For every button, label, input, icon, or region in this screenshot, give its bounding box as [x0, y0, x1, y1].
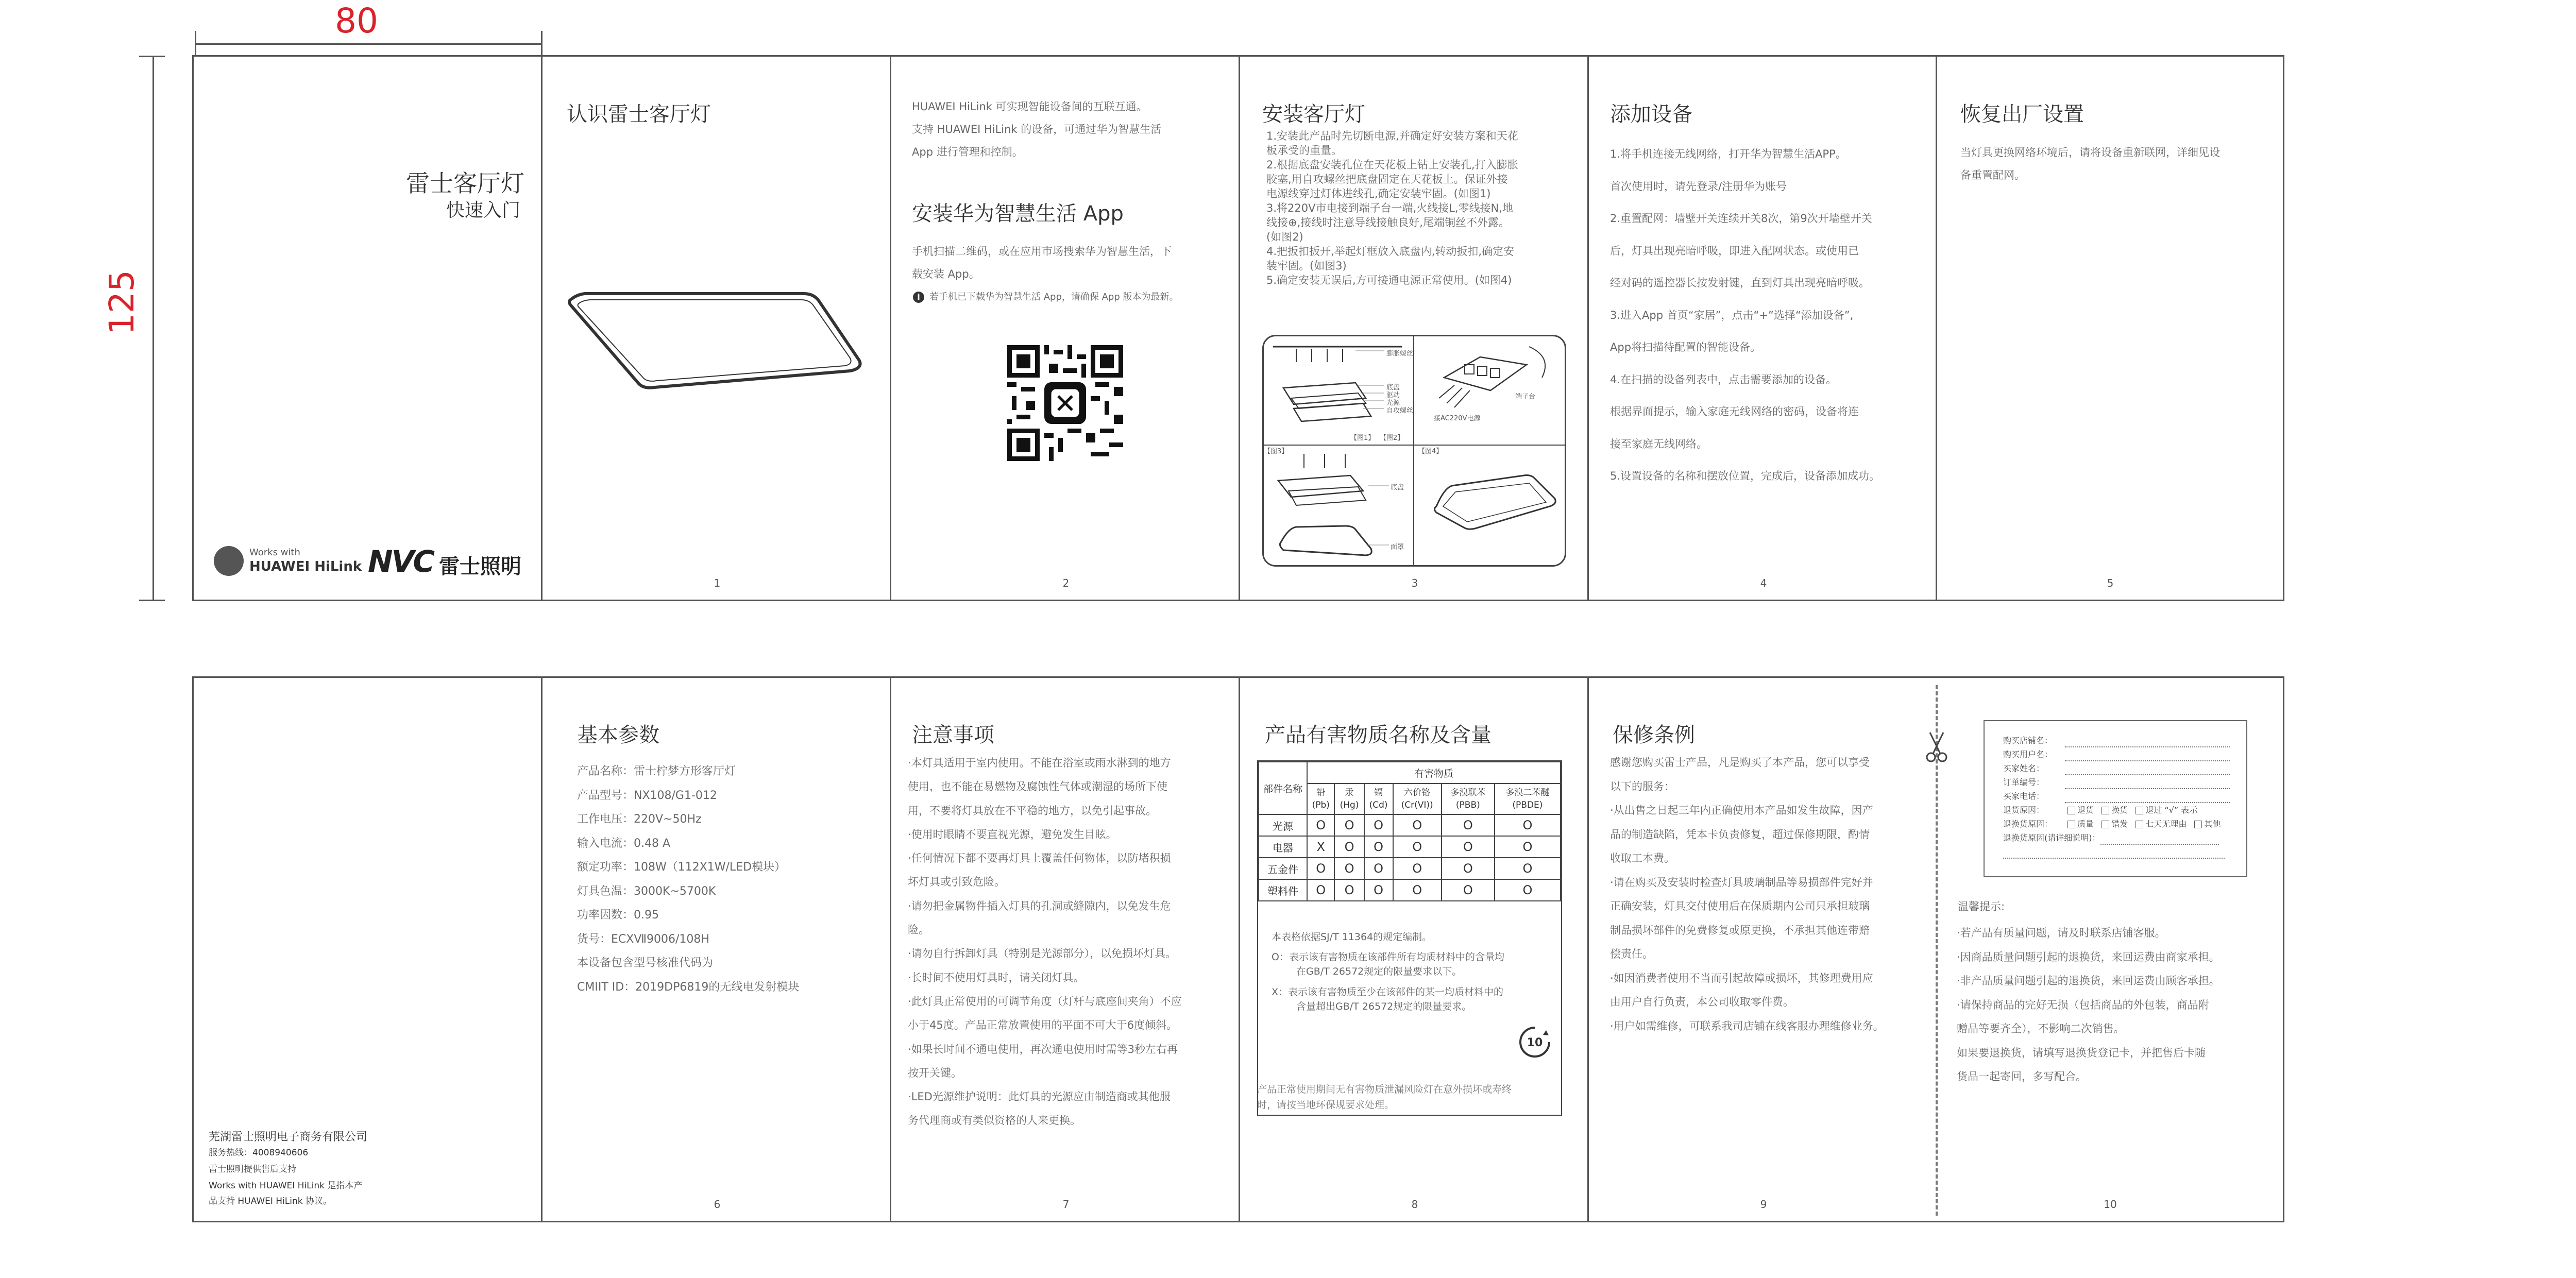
tips-list [1957, 921, 2220, 1089]
cover-subtitle: 快速入门 [446, 200, 521, 221]
add-device-line: 1.将手机连接无线网络，打开华为智慧生活APP。 [1610, 148, 1846, 160]
mark-checkbox[interactable] [2136, 807, 2143, 814]
hazard-column-header: 多溴联苯 (PBB) [1442, 783, 1495, 814]
after-sales-support: 雷士照明提供售后支持 [209, 1164, 296, 1174]
height-label: 125 [102, 270, 142, 335]
label-self-tap-screw: 自攻螺丝 [1386, 407, 1414, 415]
works-with-statement-1: Works with HUAWEI HiLink 是指本产 [209, 1181, 363, 1191]
label-base: 底盘 [1386, 384, 1400, 391]
install-step: 装牢固。(如图3) [1266, 260, 1347, 272]
page-number: 7 [1062, 1198, 1070, 1211]
hazard-header: 有害物质 [1307, 762, 1561, 783]
fold-line [890, 676, 891, 1222]
reason-option: 退过 “√” 表示 [2145, 805, 2198, 815]
eco-period-icon [1519, 1026, 1551, 1058]
hazard-cell: O [1334, 879, 1364, 901]
return-checkbox[interactable] [2067, 807, 2075, 814]
note-line: ·请勿自行拆卸灯具（特别是光源部分），以免损坏灯具。 [908, 947, 1177, 960]
hazard-cell: O [1442, 814, 1495, 836]
reason-label: 退货原因： [2003, 805, 2045, 815]
cut-line [1936, 685, 1938, 1216]
add-device-line: 接至家庭无线网络。 [1610, 437, 1707, 450]
warranty-line: ·用户如需维修，可联系我司店铺在线客服办理维修业务。 [1610, 1019, 1884, 1032]
o-note-line: O：表示该有害物质在该部件所有均质材料中的含量均 [1272, 951, 1504, 963]
form-label: 购买用户名： [2003, 749, 2053, 759]
detail-row[interactable] [2003, 831, 2230, 845]
o-note-line: 在GB/T 26572规定的限量要求以下。 [1296, 966, 1462, 977]
page-number: 2 [1062, 577, 1070, 589]
install-title: 安装客厅灯 [1262, 103, 1365, 126]
note-line: ·请勿把金属物件插入灯具的孔洞或缝隙内，以免发生危 [908, 899, 1171, 912]
exchange-row [2003, 817, 2230, 831]
width-tick-left [195, 31, 196, 57]
hazard-row [1259, 858, 1561, 879]
fold-line [1587, 676, 1589, 1222]
note-line: ·使用时眼睛不要直视光源，避免发生目眩。 [908, 828, 1117, 841]
spec-line: 本设备包含型号核准代码为 [577, 957, 714, 969]
install-step: 3.将220V市电接到端子台一端,火线接L,零线接N,地 [1266, 202, 1513, 214]
note-line: ·如果长时间不通电使用，再次通电使用时需等3秒左右再 [908, 1043, 1178, 1055]
add-device-line: 根据界面提示，输入家庭无线网络的密码，设备将连 [1610, 405, 1859, 418]
warranty-line: 品的制造缺陷，凭本卡负责修复，超过保修期限，酌情 [1610, 828, 1870, 841]
label-driver: 驱动 [1386, 391, 1400, 399]
fig2-diagram [1423, 342, 1557, 439]
install-step: 线接⊕,接线时注意导线接触良好,尾端铜丝不外露。 [1266, 216, 1510, 229]
install-step: 胶塞,用自攻螺丝把底盘固定在天花板上。保证外接 [1266, 173, 1508, 185]
hazard-footer-line: 产品正常使用期间无有害物质泄漏风险灯在意外损坏或寿终 [1257, 1084, 1512, 1095]
form-row[interactable] [2003, 747, 2230, 761]
form-label: 买家姓名： [2003, 763, 2045, 773]
hazard-footer [1257, 1082, 1512, 1113]
hazard-cell: O [1442, 879, 1495, 901]
fold-line [541, 55, 543, 601]
quality-checkbox[interactable] [2067, 821, 2075, 828]
tip-line: ·因商品质量问题引起的退换货，来回运费由商家承担。 [1957, 950, 2220, 963]
hazard-row [1259, 814, 1561, 836]
company-name: 芜湖雷士照明电子商务有限公司 [209, 1131, 368, 1144]
warranty-title: 保修条例 [1613, 723, 1695, 747]
page-number: 9 [1760, 1198, 1767, 1211]
page-number: 1 [714, 577, 721, 589]
page-number: 5 [2107, 577, 2114, 589]
factory-reset-title: 恢复出厂设置 [1960, 103, 2084, 126]
diagram-divider-h [1264, 445, 1565, 446]
hazard-row [1259, 879, 1561, 901]
note-line: ·任何情况下都不要再灯具上覆盖任何物体，以防堵积损 [908, 852, 1171, 865]
hazard-footer-line: 时，请按当地环保规要求处理。 [1257, 1099, 1395, 1111]
label-light-source: 光源 [1386, 399, 1400, 407]
note-line: 按开关键。 [908, 1066, 962, 1079]
add-device-line: App将扫描待配置的智能设备。 [1610, 341, 1761, 353]
warranty-line: 收取工本费。 [1610, 852, 1675, 864]
part-name-cell: 电器 [1259, 836, 1307, 858]
note-line: ·本灯具适用于室内使用。不能在浴室或雨水淋到的地方 [908, 757, 1171, 769]
hilink-intro-line: HUAWEI HiLink 可实现智能设备间的互联互通。 [912, 100, 1147, 113]
hazard-row [1259, 836, 1561, 858]
width-dimension-line [195, 43, 541, 45]
scissors-icon [1926, 730, 1947, 763]
part-name-cell: 塑料件 [1259, 879, 1307, 901]
tip-line: 如果要退换货，请填写退换货登记卡，并把售后卡随 [1957, 1046, 2206, 1059]
form-row[interactable] [2003, 775, 2230, 789]
part-header: 部件名称 [1259, 762, 1307, 814]
width-tick-right [541, 31, 543, 57]
tip-line: ·请保持商品的完好无损（包括商品的外包装，商品附 [1957, 998, 2209, 1011]
exchange-option: 七天无理由 [2145, 819, 2187, 829]
works-with-hilink: HUAWEI HiLink [249, 559, 362, 574]
notes-title: 注意事项 [912, 723, 994, 747]
note-line: 使用，也不能在易燃物及腐蚀性气体或潮湿的场所下使 [908, 780, 1167, 793]
hazard-cell: O [1307, 879, 1334, 901]
note-line: 坏灯具或引致危险。 [908, 876, 1005, 889]
exchange-checkbox[interactable] [2102, 807, 2109, 814]
form-label: 订单编号： [2003, 777, 2045, 787]
page-number: 6 [714, 1198, 721, 1211]
fold-line [1239, 55, 1240, 601]
add-device-line: 4.在扫描的设备列表中，点击需要添加的设备。 [1610, 373, 1837, 386]
hazard-basis: 本表格依据SJ/T 11364的规定编制。 [1272, 931, 1432, 943]
hazard-column-header: 铅 (Pb) [1307, 783, 1334, 814]
add-device-title: 添加设备 [1610, 103, 1692, 126]
fig4-diagram [1429, 470, 1563, 532]
page-number: 10 [2104, 1198, 2117, 1211]
hazard-cell: O [1364, 836, 1393, 858]
install-step: 2.根据底盘安装孔位在天花板上钻上安装孔,打入膨胀 [1266, 159, 1518, 171]
hazard-cell: O [1495, 814, 1561, 836]
warranty-list [1610, 751, 1884, 1038]
app-install-title: 安装华为智慧生活 App [912, 202, 1124, 226]
works-with-statement-2: 品支持 HUAWEI HiLink 协议。 [209, 1196, 332, 1206]
reason-row [2003, 803, 2230, 817]
tip-line: 货品一起寄回，多写配合。 [1957, 1070, 2087, 1083]
tip-line: ·非产品质量问题引起的退换货，来回运费由顾客承担。 [1957, 975, 2220, 987]
form-row[interactable] [2003, 789, 2230, 803]
add-device-steps [1610, 138, 1880, 492]
page-number: 3 [1411, 577, 1418, 589]
specs-list [577, 760, 799, 999]
add-device-line: 首次使用时，请先登录/注册华为账号 [1610, 180, 1787, 193]
add-device-line: 5.设置设备的名称和摆放位置，完成后，设备添加成功。 [1610, 470, 1880, 482]
works-with-small: Works with [249, 547, 300, 558]
hilink-intro-line: 支持 HUAWEI HiLink 的设备，可通过华为智慧生活 [912, 123, 1162, 135]
height-tick-top [139, 56, 165, 57]
detail-label: 退换货原因(请详细说明)： [2003, 833, 2100, 843]
hazard-cell: O [1307, 814, 1334, 836]
hazard-cell: O [1393, 836, 1442, 858]
hilink-intro-line: App 进行管理和控制。 [912, 146, 1023, 158]
add-device-line: 后，灯具出现亮暗呼吸，即进入配网状态。或使用已 [1610, 244, 1859, 257]
hazard-cell: O [1364, 814, 1393, 836]
info-icon: i [913, 292, 924, 303]
hazard-table [1258, 761, 1561, 901]
tip-line: ·若产品有质量问题，请及时联系店铺客服。 [1957, 927, 2166, 939]
app-version-note: 若手机已下载华为智慧生活 App，请确保 App 版本为最新。 [929, 292, 1179, 302]
install-step: 4.把扳扣扳开,举起灯框放入底盘内,转动扳扣,确定安 [1266, 245, 1515, 258]
hazard-cell: X [1307, 836, 1334, 858]
hilink-icon [214, 546, 244, 576]
warranty-line: 偿责任。 [1610, 948, 1653, 960]
hazard-column-header: 六价铬 (Cr(VI)) [1393, 783, 1442, 814]
add-device-line: 经对码的遥控器长按发射键，直到灯具出现亮暗呼吸。 [1610, 277, 1870, 289]
other-checkbox[interactable] [2194, 821, 2202, 828]
hazard-column-header: 镉 (Cd) [1364, 783, 1393, 814]
x-note-line: 含量超出GB/T 26572规定的限量要求。 [1296, 1001, 1472, 1012]
part-name-cell: 五金件 [1259, 858, 1307, 879]
install-step: 板承受的重量。 [1266, 144, 1342, 157]
hazard-cell: O [1334, 836, 1364, 858]
install-steps [1266, 129, 1518, 287]
hazard-cell: O [1442, 836, 1495, 858]
label-fig2: 【图2】 [1380, 434, 1404, 442]
factory-reset-line: 备重置配网。 [1960, 169, 2025, 181]
label-cover: 面罩 [1391, 543, 1404, 551]
tips-title: 温馨提示: [1958, 900, 2005, 913]
warranty-line: ·从出售之日起三年内正确使用本产品如发生故障，因产 [1610, 804, 1873, 816]
spec-line: 产品名称：雷士柠梦方形客厅灯 [577, 765, 736, 778]
hazard-column-header: 多溴二苯醚 (PBDE) [1495, 783, 1561, 814]
nvc-logo: NVC [368, 544, 433, 579]
spec-line: 产品型号：NX108/G1-012 [577, 789, 717, 802]
spec-line: 输入电流：0.48 A [577, 837, 671, 850]
spec-line: 功率因数：0.95 [577, 909, 659, 922]
detail-blank-line[interactable] [2003, 845, 2230, 859]
hazard-cell: O [1307, 858, 1334, 879]
install-step: 电源线穿过灯体进线孔,确定安装牢固。(如图1) [1266, 188, 1491, 200]
qr-code-icon [1007, 345, 1123, 461]
x-note-line: X：表示该有害物质至少在该部件的某一均质材料中的 [1272, 986, 1504, 998]
reason-option: 换货 [2111, 805, 2128, 815]
warranty-line: ·如因消费者使用不当而引起故障或损坏，其修理费用应 [1610, 972, 1873, 984]
page-number: 8 [1411, 1198, 1418, 1211]
brand-name: 雷士照明 [439, 555, 521, 578]
label-terminal: 端子台 [1515, 393, 1536, 401]
reason-option: 退货 [2077, 805, 2094, 815]
spec-line: 额定功率：108W（112X1W/LED模块） [577, 861, 786, 874]
hazard-cell: O [1393, 814, 1442, 836]
exchange-label: 退换货原因： [2003, 819, 2053, 829]
exchange-option: 其他 [2204, 819, 2221, 829]
spec-line: 灯具色温：3000K~5700K [577, 884, 716, 898]
height-tick-bottom [139, 600, 165, 601]
hazard-cell: O [1393, 858, 1442, 879]
return-form [2003, 734, 2230, 859]
page-title: 认识雷士客厅灯 [567, 103, 711, 126]
app-install-line: 手机扫描二维码，或在应用市场搜索华为智慧生活，下 [912, 245, 1172, 258]
hazard-cell: O [1393, 879, 1442, 901]
factory-reset-text [1960, 141, 2220, 186]
label-expansion-screw: 膨胀螺丝 [1386, 350, 1414, 357]
fold-line [1239, 676, 1240, 1222]
note-line: ·长时间不使用灯具时，请关闭灯具。 [908, 971, 1084, 984]
install-step: (如图2) [1266, 231, 1303, 243]
wrong-item-checkbox[interactable] [2102, 821, 2109, 828]
hazard-cell: O [1334, 858, 1364, 879]
factory-reset-line: 当灯具更换网络环境后，请将设备重新联网，详细见设 [1960, 146, 2220, 159]
hazard-column-header: 汞 (Hg) [1334, 783, 1364, 814]
label-ac-power: 接AC220V电源 [1434, 415, 1481, 422]
fold-line [890, 55, 891, 601]
hazard-cell: O [1442, 858, 1495, 879]
install-step: 1.安装此产品时先切断电源,并确定好安装方案和天花 [1266, 130, 1518, 142]
specs-title: 基本参数 [577, 723, 659, 747]
warranty-line: 感谢您购买雷士产品，凡是购买了本产品，您可以享受 [1610, 756, 1870, 769]
add-device-line: 3.进入App 首页“家居”，点击“+”选择“添加设备”, [1610, 309, 1854, 321]
warranty-line: 制品损坏部件的免费修复或原更换，不承担其他连带赔 [1610, 924, 1870, 936]
page-number: 4 [1760, 577, 1767, 589]
seven-day-checkbox[interactable] [2136, 821, 2143, 828]
note-line: 用，不要将灯具放在不平稳的地方，以免引起事故。 [908, 804, 1157, 817]
label-fig3: 【图3】 [1264, 448, 1289, 455]
fold-line [541, 676, 543, 1222]
install-diagram-box [1262, 335, 1566, 567]
ceiling-light-illustration [562, 278, 871, 391]
hotline: 服务热线：4008940606 [209, 1148, 309, 1158]
hazard-cell: O [1495, 879, 1561, 901]
spec-line: CMIIT ID：2019DP6819的无线电发射模块 [577, 980, 800, 994]
part-name-cell: 光源 [1259, 814, 1307, 836]
tip-line: 赠品等要齐全），不影响二次销售。 [1957, 1023, 2125, 1035]
hazard-cell: O [1334, 814, 1364, 836]
warranty-line: 正确安装，灯具交付使用后在保质期内公司只承担玻璃 [1610, 900, 1870, 912]
width-label: 80 [335, 1, 378, 41]
exchange-option: 质量 [2077, 819, 2094, 829]
install-step: 5.确定安装无误后,方可接通电源正常使用。(如图4) [1266, 274, 1512, 286]
add-device-line: 2.重置配网：墙壁开关连续开关8次，第9次开墙壁开关 [1610, 212, 1872, 225]
warranty-line: 以下的服务： [1610, 780, 1675, 793]
hazard-title: 产品有害物质名称及含量 [1265, 723, 1492, 747]
note-line: ·此灯具正常使用的可调节角度（灯杆与底座间夹角）不应 [908, 995, 1182, 1008]
cover-title: 雷士客厅灯 [406, 169, 524, 197]
spec-line: 工作电压：220V~50Hz [577, 813, 702, 826]
note-line: ·LED光源维护说明：此灯具的光源应由制造商或其他服 [908, 1090, 1171, 1103]
hilink-intro [912, 95, 1161, 163]
o-note [1272, 950, 1504, 979]
hazard-cell: O [1364, 879, 1393, 901]
notes-list [908, 751, 1182, 1133]
note-line: 务代理商或有类似资格的人来更换。 [908, 1114, 1081, 1127]
form-row[interactable] [2003, 734, 2230, 747]
exchange-option: 错发 [2111, 819, 2128, 829]
warranty-line: ·请在购买及安装时检查灯具玻璃制品等易损部件完好并 [1610, 876, 1873, 889]
note-line: 小于45度。产品正常放置使用的平面不可大于6度倾斜。 [908, 1019, 1178, 1032]
spec-line: 货号：ECXⅦ9006/108H [577, 932, 709, 946]
hazard-cell: O [1495, 836, 1561, 858]
app-install-text [912, 240, 1172, 285]
fig3-diagram [1268, 450, 1410, 563]
label-fig4: 【图4】 [1418, 448, 1443, 455]
app-install-line: 载安装 App。 [912, 268, 980, 280]
form-label: 买家电话： [2003, 791, 2045, 801]
label-fig1: 【图1】 [1350, 434, 1375, 442]
label-base-2: 底盘 [1391, 484, 1404, 491]
note-line: 险。 [908, 924, 929, 936]
svg-text:10: 10 [1527, 1036, 1543, 1049]
x-note [1272, 985, 1503, 1014]
warranty-line: 由用户自行负责，本公司收取零件费。 [1610, 996, 1794, 1008]
height-dimension-line [152, 56, 154, 600]
form-row[interactable] [2003, 761, 2230, 775]
form-label: 购买店铺名： [2003, 736, 2053, 745]
hazard-cell: O [1495, 858, 1561, 879]
hazard-cell: O [1364, 858, 1393, 879]
diagram-divider-v [1413, 336, 1414, 565]
fold-line [1936, 55, 1937, 601]
fold-line [1587, 55, 1589, 601]
